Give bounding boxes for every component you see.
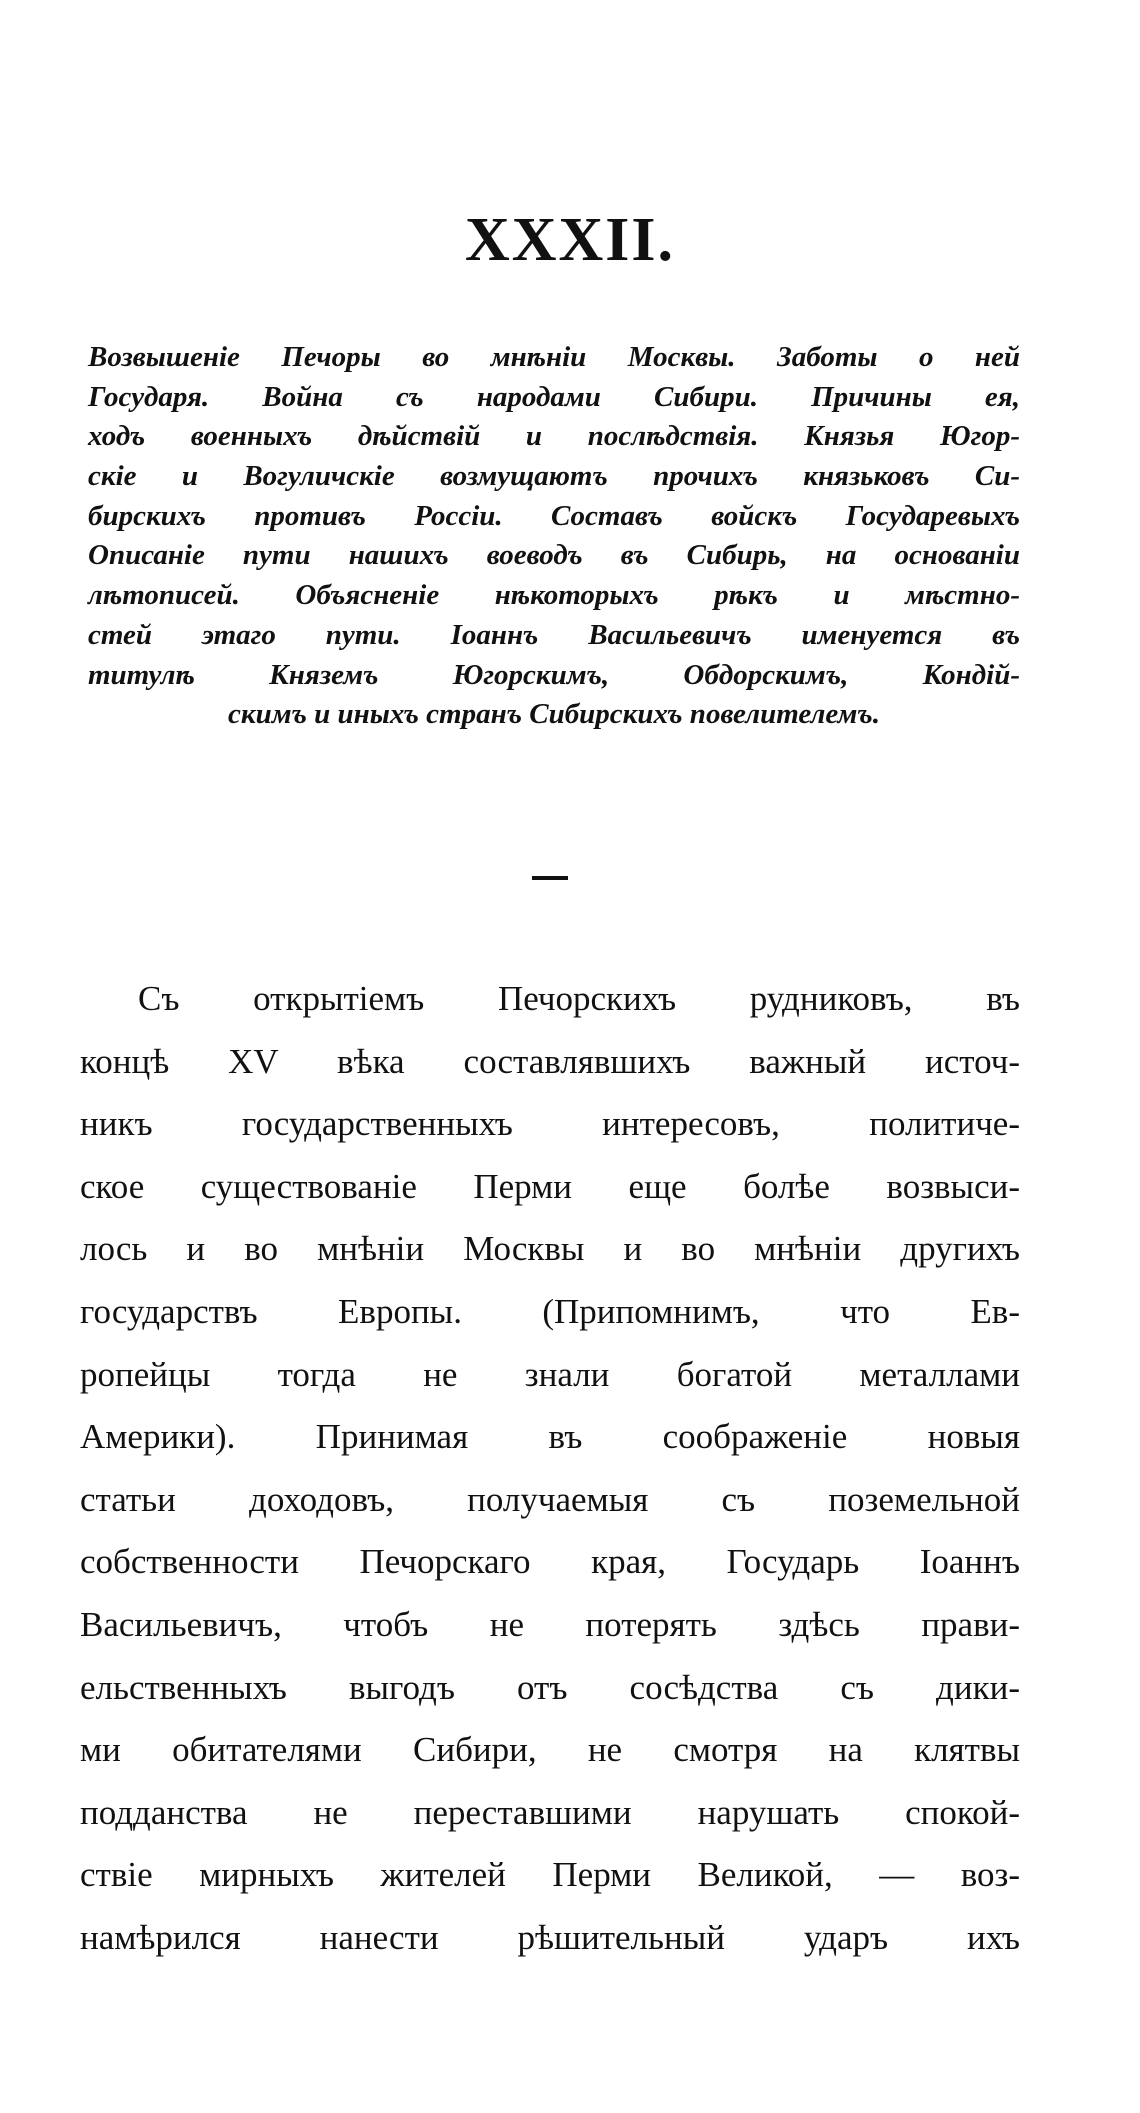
body-line: государствъ Европы. (Припомнимъ, что Ев- <box>80 1291 1020 1331</box>
body-line: Васильевичъ, чтобъ не потерять здѣсь прави- <box>80 1604 1020 1644</box>
summary-line: скимъ и иныхъ странъ Сибирскихъ повелителемъ. <box>228 698 880 731</box>
body-line: ми обитателями Сибири, не смотря на клятвы <box>80 1730 1020 1770</box>
chapter-title: XXXII. <box>464 206 676 274</box>
body-line: лось и во мнѣніи Москвы и во мнѣніи другихъ <box>80 1229 1020 1269</box>
body-line: Съ открытіемъ Печорскихъ рудниковъ, въ <box>138 979 1020 1018</box>
body-line: ское существованіе Перми еще болѣе возвыси- <box>80 1166 1020 1206</box>
summary-line: лѣтописей. Объясненіе нѣкоторыхъ рѣкъ и мѣстно- <box>88 579 1020 612</box>
summary-line: скіе и Вогуличскіе возмущаютъ прочихъ князьковъ Си- <box>88 460 1020 493</box>
body-line: Америки). Принимая въ соображеніе новыя <box>80 1417 1020 1457</box>
body-text <box>80 968 1020 1970</box>
body-line: намѣрился нанести рѣшительный ударъ ихъ <box>80 1917 1020 1957</box>
body-line: собственности Печорскаго края, Государь Іоаннъ <box>80 1542 1020 1582</box>
body-line: ельственныхъ выгодъ отъ сосѣдства съ дики- <box>80 1667 1020 1707</box>
summary-line: Возвышеніе Печоры во мнѣніи Москвы. Заботы о ней <box>88 341 1020 373</box>
summary-line: Государя. Война съ народами Сибири. Причины ея, <box>88 380 1020 413</box>
chapter-summary <box>88 338 1020 735</box>
summary-line: ходъ военныхъ дѣйствій и послѣдствія. Князья Югор- <box>88 420 1020 453</box>
body-line: подданства не переставшими нарушать спокой- <box>80 1792 1020 1832</box>
summary-line: бирскихъ противъ Россіи. Составъ войскъ Государевыхъ <box>88 499 1020 532</box>
summary-line: стей этаго пути. Іоаннъ Васильевичъ именуется въ <box>88 618 1020 651</box>
summary-line: титулѣ Княземъ Югорскимъ, Обдорскимъ, Кондій- <box>88 658 1020 691</box>
body-line: концѣ XV вѣка составлявшихъ важный источ- <box>80 1041 1020 1081</box>
body-line: статьи доходовъ, получаемыя съ поземельной <box>80 1479 1020 1519</box>
body-line: никъ государственныхъ интересовъ, политиче- <box>80 1104 1020 1144</box>
body-line: ствіе мирныхъ жителей Перми Великой, — воз- <box>80 1855 1020 1895</box>
summary-line: Описаніе пути нашихъ воеводъ въ Сибирь, на основаніи <box>88 539 1020 572</box>
section-separator <box>532 876 568 880</box>
body-line: ропейцы тогда не знали богатой металлами <box>80 1354 1020 1394</box>
